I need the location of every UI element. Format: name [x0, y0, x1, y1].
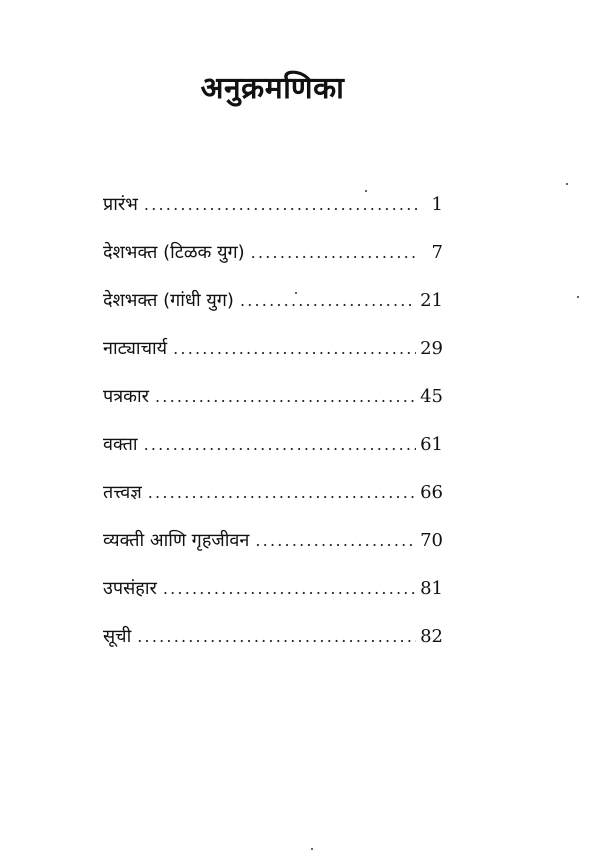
- toc-leader-dots: [148, 483, 416, 502]
- toc-entry-label: उपसंहार: [103, 578, 157, 599]
- scan-speck: [566, 183, 568, 185]
- toc-entry: [103, 288, 443, 336]
- scan-speck: [577, 296, 579, 298]
- toc-entry: [103, 432, 443, 480]
- toc-entry-page: 7: [431, 242, 443, 263]
- scan-speck: [295, 292, 297, 294]
- toc-leader-dots: [240, 291, 416, 310]
- toc-entry-label: देशभक्त (टिळक युग): [103, 242, 245, 263]
- toc-leader-dots: [144, 195, 417, 214]
- toc-entry: [103, 240, 443, 288]
- toc-entry: [103, 576, 443, 624]
- toc-entry: [103, 192, 443, 240]
- toc-entry-page: 70: [420, 530, 443, 551]
- toc-entry: [103, 624, 443, 672]
- toc-entry-page: 82: [420, 626, 443, 647]
- toc-entry-label: सूची: [103, 626, 132, 647]
- toc-leader-dots: [144, 435, 417, 454]
- toc-entry-page: 81: [420, 578, 443, 599]
- toc-entry-page: 66: [420, 482, 443, 503]
- toc-entry-page: 61: [420, 434, 443, 455]
- toc-entry-label: देशभक्त (गांधी युग): [103, 290, 234, 311]
- toc-entry-label: तत्त्वज्ञ: [103, 482, 142, 503]
- toc-leader-dots: [173, 339, 416, 358]
- toc-leader-dots: [137, 627, 416, 646]
- toc-entry-label: वक्ता: [103, 434, 138, 455]
- toc-entry-page: 21: [420, 290, 443, 311]
- table-of-contents: [103, 192, 443, 672]
- toc-leader-dots: [251, 243, 417, 262]
- toc-entry-label: नाट्याचार्य: [103, 338, 168, 359]
- scan-speck: [365, 190, 367, 192]
- toc-leader-dots: [155, 387, 416, 406]
- toc-entry: [103, 528, 443, 576]
- toc-entry-page: 29: [420, 338, 443, 359]
- toc-entry: [103, 384, 443, 432]
- toc-entry-page: 45: [420, 386, 443, 407]
- toc-entry-label: पत्रकार: [103, 386, 150, 407]
- toc-entry-label: व्यक्ती आणि गृहजीवन: [103, 530, 250, 551]
- toc-entry: [103, 336, 443, 384]
- toc-entry-page: 1: [431, 194, 443, 215]
- toc-leader-dots: [163, 579, 416, 598]
- toc-entry: [103, 480, 443, 528]
- toc-entry-label: प्रारंभ: [103, 194, 138, 215]
- page-title: अनुक्रमणिका: [200, 71, 345, 106]
- toc-leader-dots: [255, 531, 416, 550]
- scan-speck: [311, 848, 313, 850]
